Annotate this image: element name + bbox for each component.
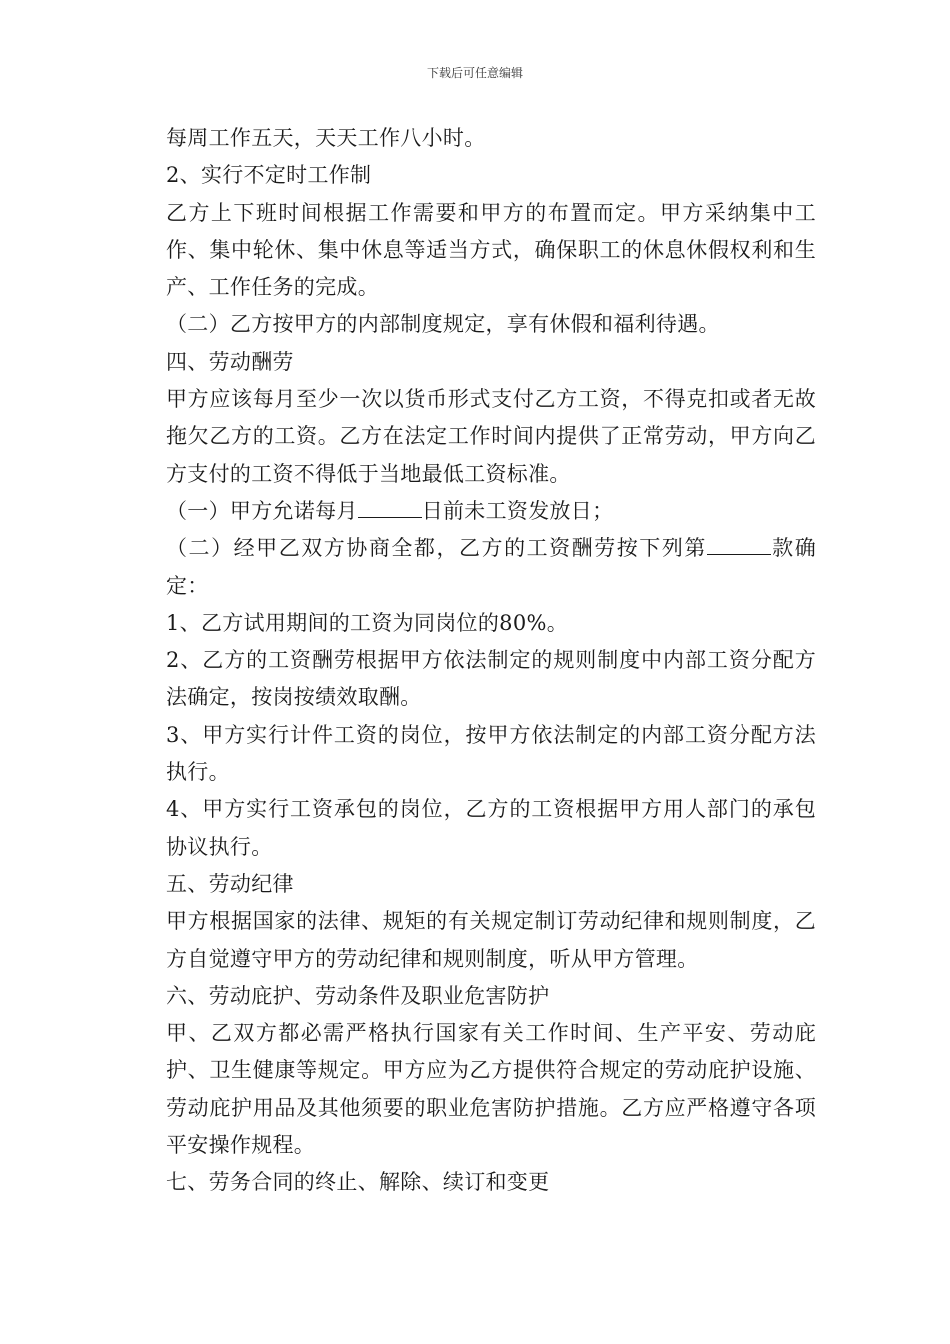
paragraph-text: （一）甲方允诺每月 — [166, 498, 358, 523]
paragraph: 甲方根据国家的法律、规矩的有关规定制订劳动纪律和规则制度，乙方自觉遵守甲方的劳动纪律和规则制度，听从甲方管理。 — [166, 909, 816, 971]
paragraph: 1、乙方试用期间的工资为同岗位的80%。 — [166, 610, 569, 635]
paragraph: 甲、乙双方都必需严格执行国家有关工作时间、生产平安、劳动庇护、卫生健康等规定。甲方应为乙方提供符合规定的劳动庇护设施、劳动庇护用品及其他须要的职业危害防护措施。乙方应严格遵守各项平安操作规程。 — [166, 1021, 816, 1158]
document-body — [146, 120, 816, 1202]
paragraph: 2、乙方的工资酬劳根据甲方依法制定的规则制度中内部工资分配方法确定，按岗按绩效取酬。 — [166, 648, 816, 710]
blank-underline — [707, 532, 771, 555]
paragraph: 每周工作五天，天天工作八小时。 — [166, 126, 486, 150]
paragraph — [146, 530, 816, 605]
paragraph-text: （二）经甲乙双方协商全都，乙方的工资酬劳按下列第 — [166, 536, 707, 561]
paragraph: 乙方上下班时间根据工作需要和甲方的布置而定。甲方采纳集中工作、集中轮休、集中休息等适当方式，确保职工的休息休假权利和生产、工作任务的完成。 — [166, 200, 816, 300]
paragraph: （二）乙方按甲方的内部制度规定，享有休假和福利待遇。 — [166, 312, 720, 337]
paragraph-text: 日前未工资发放日； — [421, 498, 614, 523]
paragraph: 甲方应该每月至少一次以货币形式支付乙方工资，不得克扣或者无故拖欠乙方的工资。乙方在法定工作时间内提供了正常劳动，甲方向乙方支付的工资不得低于当地最低工资标准。 — [166, 387, 816, 486]
paragraph: 2、实行不定时工作制 — [166, 163, 372, 188]
paragraph-text: 款确定： — [166, 536, 816, 598]
blank-underline — [358, 495, 422, 518]
paragraph: 3、甲方实行计件工资的岗位，按甲方依法制定的内部工资分配方法执行。 — [166, 722, 816, 785]
paragraph — [146, 493, 816, 530]
paragraph: 4、甲方实行工资承包的岗位，乙方的工资根据甲方用人部门的承包协议执行。 — [166, 797, 816, 859]
section-heading: 七、劳务合同的终止、解除、续订和变更 — [166, 1170, 550, 1195]
section-heading: 六、劳动庇护、劳动条件及职业危害防护 — [166, 983, 550, 1008]
page-header: 下载后可任意编辑 — [426, 66, 523, 80]
section-heading: 四、劳动酬劳 — [166, 349, 294, 374]
section-heading: 五、劳动纪律 — [166, 871, 294, 896]
